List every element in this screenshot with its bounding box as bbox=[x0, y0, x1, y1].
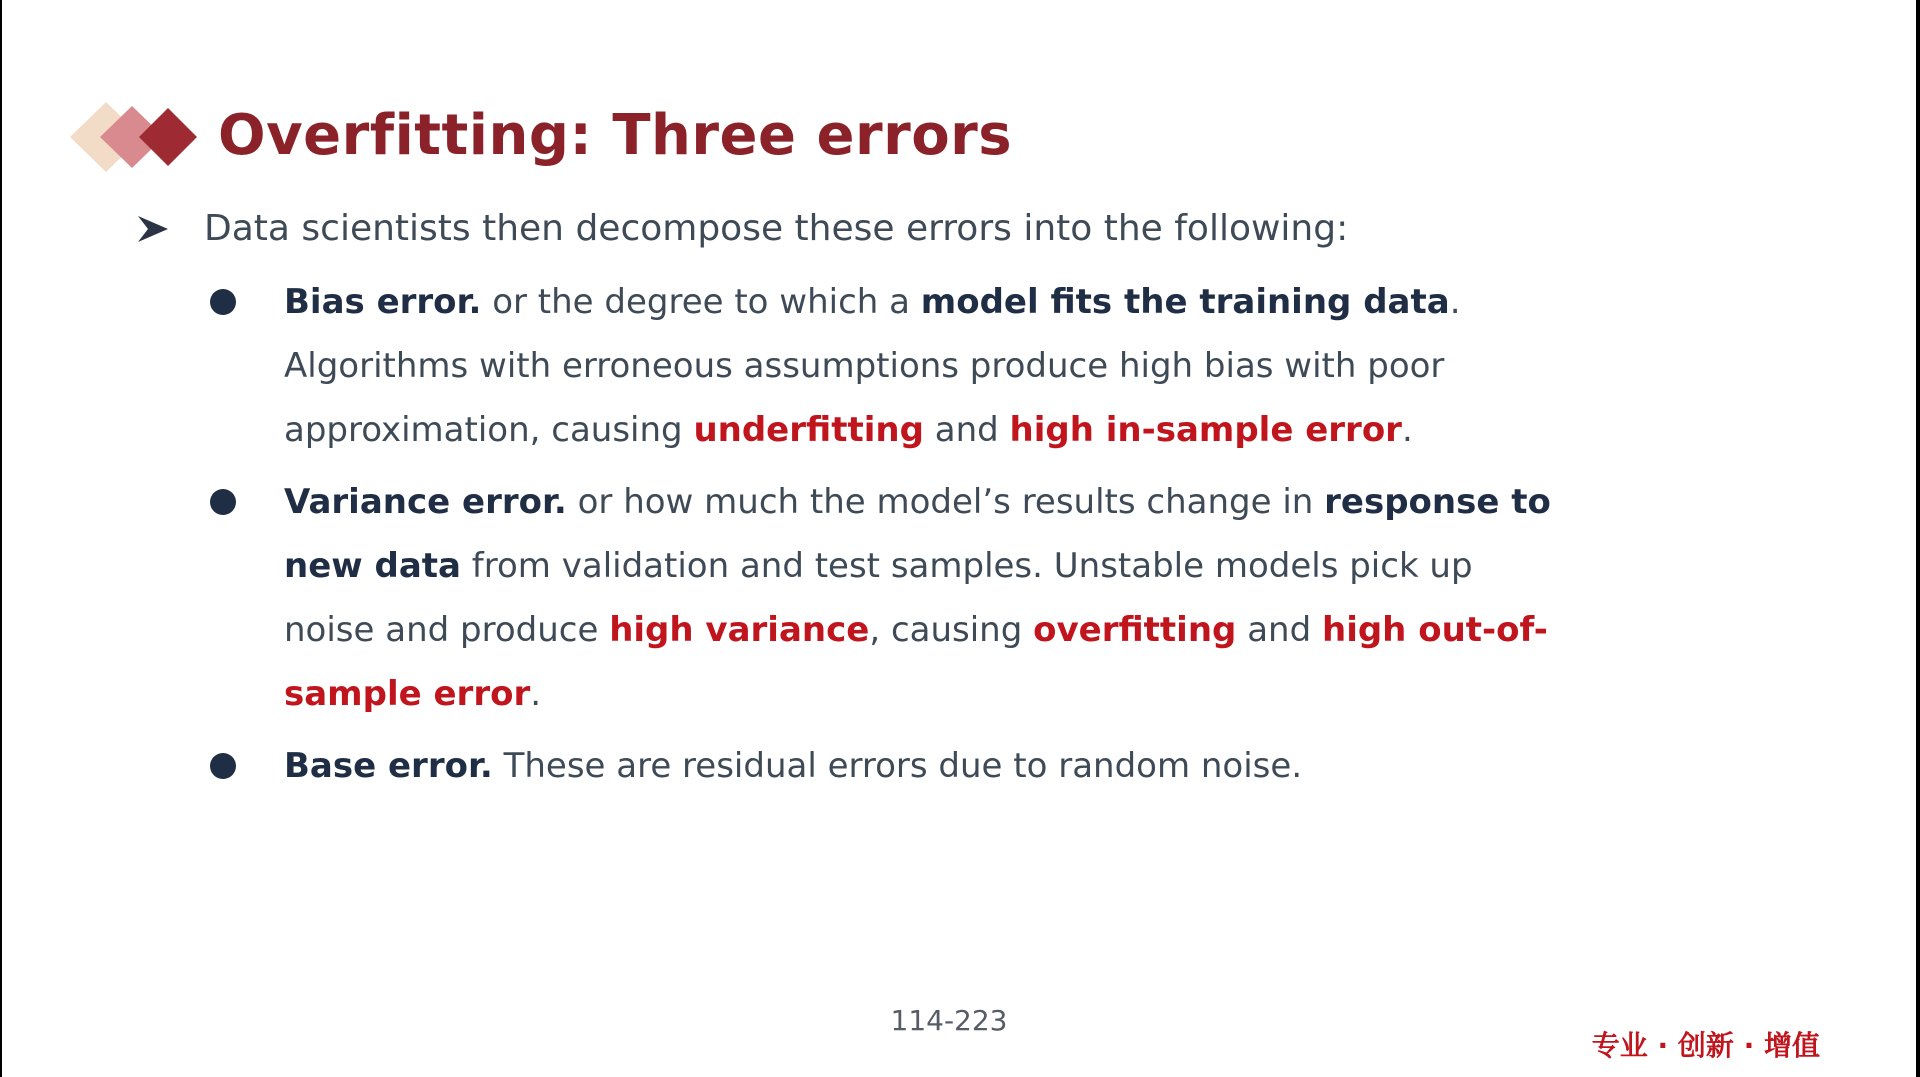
text-run: , causing bbox=[869, 610, 1034, 650]
slide bbox=[2, 0, 1916, 1077]
text-run: or how much the model’s results change in bbox=[566, 482, 1325, 522]
emphasis-text: Base error. bbox=[284, 746, 493, 786]
text-run: and bbox=[923, 410, 1010, 450]
bullet-text-line bbox=[284, 734, 1804, 798]
text-run: . bbox=[1401, 410, 1413, 450]
bullet-text-line bbox=[284, 534, 1804, 598]
bullet-item bbox=[284, 734, 1804, 798]
text-run: . bbox=[1449, 282, 1461, 322]
text-run: and bbox=[1236, 610, 1322, 650]
footer-slogan: 专业 · 创新 · 增值 bbox=[1591, 1029, 1820, 1062]
bullet-dot-icon bbox=[210, 753, 236, 779]
arrowhead-bullet-icon bbox=[136, 214, 170, 244]
bullet-text-line bbox=[284, 398, 1804, 462]
text-run: noise and produce bbox=[284, 610, 610, 650]
bullet-list bbox=[284, 270, 1804, 806]
text-run: . bbox=[530, 674, 542, 714]
bullet-text-line bbox=[284, 598, 1804, 662]
emphasis-text: response to bbox=[1324, 482, 1551, 522]
slide-title: Overfitting: Three errors bbox=[218, 103, 1013, 168]
text-run: These are residual errors due to random noise. bbox=[492, 746, 1303, 786]
bullet-text-line bbox=[284, 334, 1804, 398]
bullet-dot-icon bbox=[210, 489, 236, 515]
emphasis-text: Variance error. bbox=[284, 482, 567, 522]
bullet-item bbox=[284, 470, 1804, 726]
text-run: or the degree to which a bbox=[481, 282, 921, 322]
emphasis-text: new data bbox=[284, 546, 461, 586]
bullet-item bbox=[284, 270, 1804, 462]
emphasis-text: model fits the training data bbox=[920, 282, 1450, 322]
stacked-diamonds-logo bbox=[70, 100, 204, 175]
emphasis-text: high variance bbox=[609, 610, 870, 650]
emphasis-text: underfitting bbox=[693, 410, 924, 450]
text-run: Algorithms with erroneous assumptions produce high bias with poor bbox=[284, 346, 1445, 386]
text-run: from validation and test samples. Unstable models pick up bbox=[461, 546, 1473, 586]
page-number: 114-223 bbox=[890, 1004, 1008, 1037]
emphasis-text: high in-sample error bbox=[1009, 410, 1402, 450]
bullet-text-line bbox=[284, 662, 1804, 726]
emphasis-text: sample error bbox=[284, 674, 531, 714]
text-run: approximation, causing bbox=[284, 410, 694, 450]
emphasis-text: Bias error. bbox=[284, 282, 482, 322]
emphasis-text: overfitting bbox=[1033, 610, 1237, 650]
bullet-dot-icon bbox=[210, 289, 236, 315]
intro-text: Data scientists then decompose these errors into the following: bbox=[204, 208, 1349, 249]
emphasis-text: high out-of- bbox=[1321, 610, 1548, 650]
bullet-text-line bbox=[284, 270, 1804, 334]
bullet-text-line bbox=[284, 470, 1804, 534]
